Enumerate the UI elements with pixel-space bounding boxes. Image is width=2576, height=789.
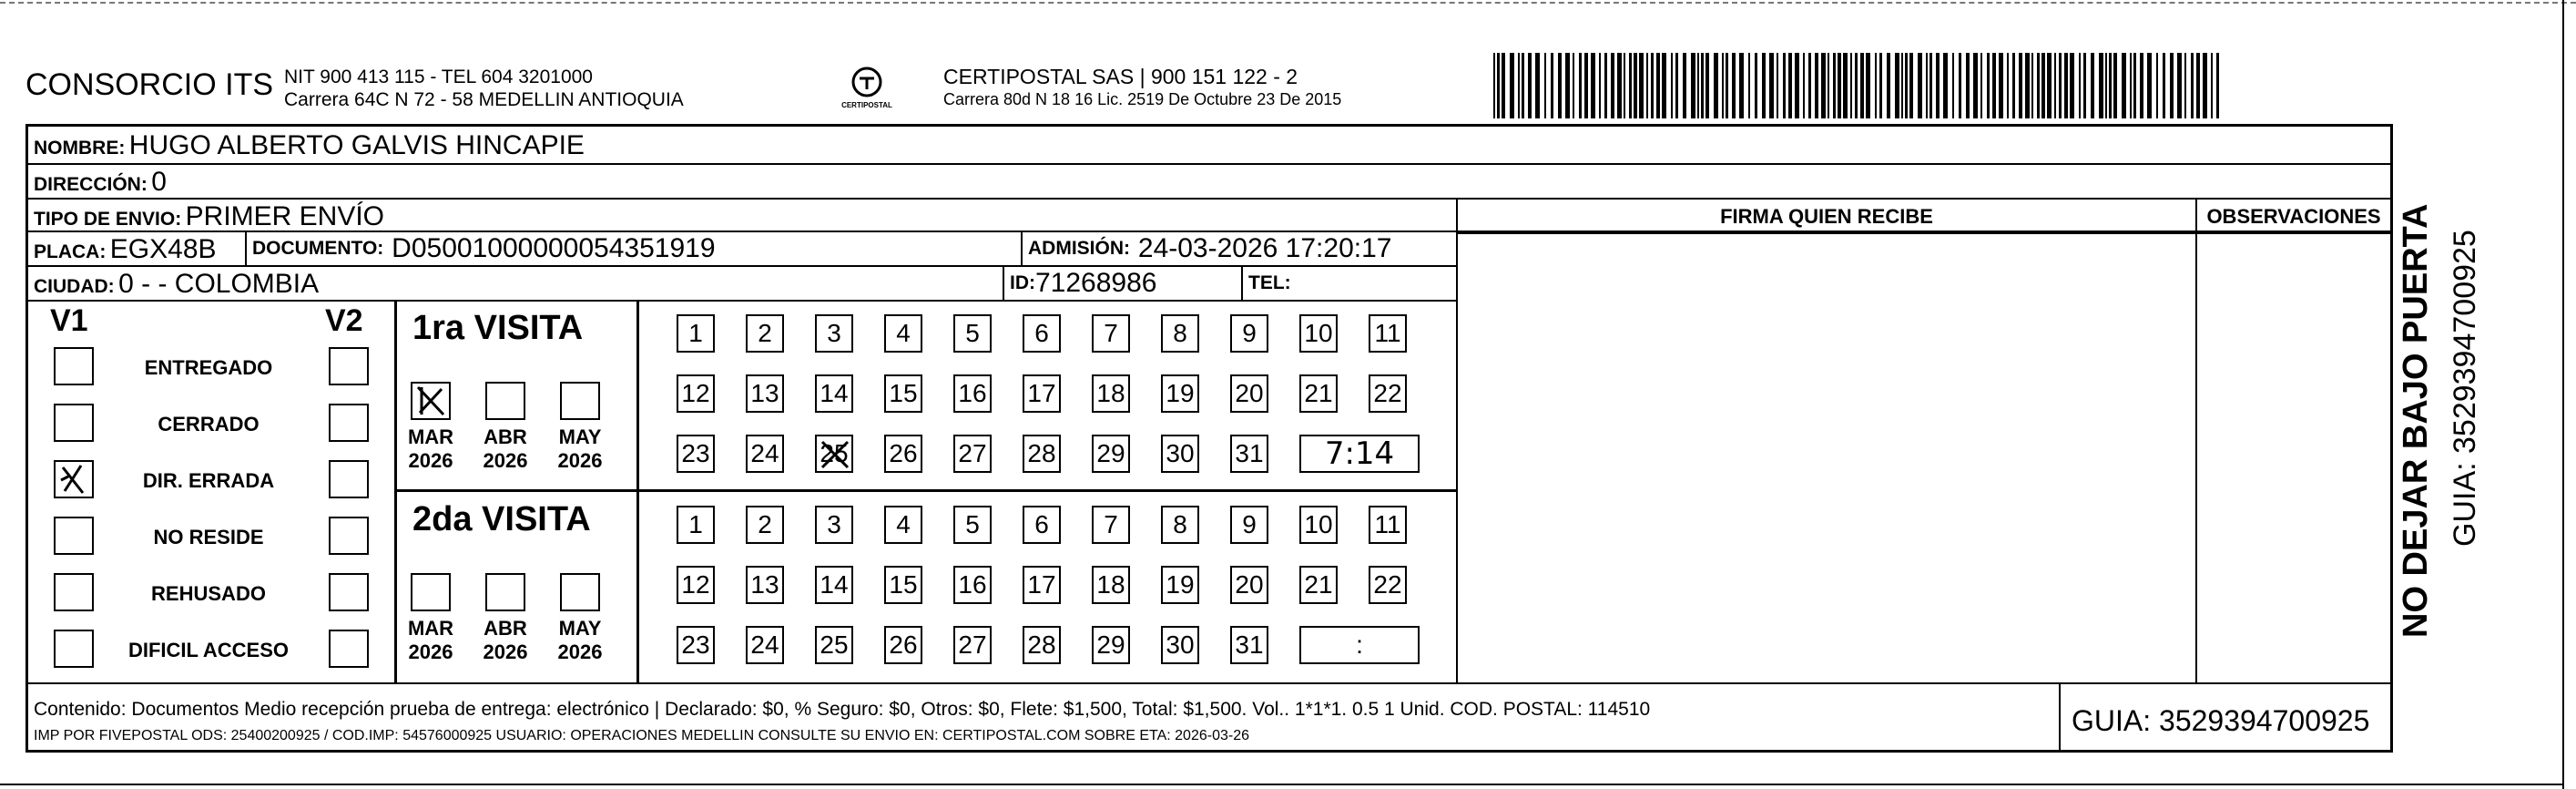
day-box[interactable]: 3	[815, 506, 853, 544]
divider-obs	[2195, 200, 2197, 682]
cut-line-right	[2562, 0, 2564, 789]
barcode-bar	[1691, 53, 1695, 118]
year-label: 2026	[483, 640, 528, 663]
barcode-bar	[1860, 53, 1864, 118]
barcode-bar	[2079, 53, 2081, 118]
barcode-bar	[2105, 53, 2107, 118]
barcode-bar	[1929, 53, 1932, 118]
day-box[interactable]: 27	[953, 626, 992, 664]
barcode-bar	[1966, 53, 1970, 118]
day-box[interactable]: 26	[884, 435, 922, 473]
month-label: MAY	[558, 617, 602, 640]
status-label: DIR. ERRADA	[142, 469, 275, 492]
month-label: MAR	[407, 617, 454, 640]
v1-checkbox[interactable]	[54, 404, 94, 442]
company-name: CONSORCIO ITS	[25, 67, 274, 102]
barcode-bar	[2041, 53, 2045, 118]
day-box[interactable]: 28	[1023, 435, 1061, 473]
day-box[interactable]: 15	[884, 566, 922, 604]
status-label: DIFICIL ACCESO	[127, 639, 289, 661]
day-box[interactable]: 18	[1092, 374, 1130, 413]
day-box[interactable]: 1	[677, 506, 715, 544]
day-box[interactable]: 29	[1092, 435, 1130, 473]
barcode-bar	[1943, 53, 1948, 118]
barcode-bar	[2122, 53, 2126, 118]
barcode-bar	[1722, 53, 1724, 118]
second-visit-time[interactable]: :	[1299, 626, 1420, 664]
day-box[interactable]: 13	[746, 374, 784, 413]
day-box[interactable]: 27	[953, 435, 992, 473]
day-box[interactable]: 1	[677, 314, 715, 353]
barcode-bar	[1629, 53, 1632, 118]
row-direccion	[28, 165, 2390, 200]
barcode-bar	[2007, 53, 2009, 118]
day-box[interactable]: 6	[1023, 314, 1061, 353]
documento-value: D05001000000054351919	[392, 233, 716, 263]
barcode-bar	[1973, 53, 1978, 118]
day-box[interactable]: 2	[746, 506, 784, 544]
barcode-bar	[1999, 53, 2003, 118]
barcode-bar	[1875, 53, 1877, 118]
barcode-bar	[1838, 53, 1841, 118]
month-year	[403, 617, 458, 664]
day-box[interactable]: 29	[1092, 626, 1130, 664]
barcode-bar	[1843, 53, 1848, 118]
barcode-bar	[1579, 53, 1582, 118]
barcode-bar	[2156, 53, 2158, 118]
day-box[interactable]: 10	[1299, 314, 1338, 353]
v1-checkbox[interactable]	[54, 517, 94, 555]
day-box[interactable]: 26	[884, 626, 922, 664]
day-box[interactable]: 20	[1230, 566, 1268, 604]
barcode-bar	[1992, 53, 1996, 118]
day-box[interactable]: 16	[953, 566, 992, 604]
month-year	[478, 425, 533, 473]
barcode-bar	[1828, 53, 1829, 118]
day-box[interactable]: 23	[677, 435, 715, 473]
v2-label: V2	[325, 303, 363, 338]
placa-label: PLACA:	[34, 241, 107, 262]
day-box[interactable]: 6	[1023, 506, 1061, 544]
barcode-bar	[1821, 53, 1826, 118]
year-label: 2026	[408, 640, 453, 663]
barcode	[1493, 53, 2222, 118]
barcode-bar	[1551, 53, 1553, 118]
barcode-bar	[1808, 53, 1811, 118]
status-label: REHUSADO	[151, 582, 266, 605]
barcode-bar	[1646, 53, 1648, 118]
day-box[interactable]: 9	[1230, 506, 1268, 544]
barcode-bar	[1850, 53, 1852, 118]
day-box[interactable]: 10	[1299, 506, 1338, 544]
barcode-bar	[1909, 53, 1913, 118]
status-label: ENTREGADO	[144, 356, 273, 379]
day-box[interactable]: 12	[677, 374, 715, 413]
v2-checkbox[interactable]	[329, 517, 369, 555]
barcode-bar	[1544, 53, 1546, 118]
barcode-bar	[2163, 53, 2165, 118]
barcode-bar	[2059, 53, 2062, 118]
barcode-bar	[2130, 53, 2132, 118]
barcode-bar	[1662, 53, 1666, 118]
barcode-bar	[1803, 53, 1805, 118]
barcode-bar	[1926, 53, 1928, 118]
barcode-bar	[1905, 53, 1908, 118]
row-placa	[28, 232, 1458, 267]
barcode-bar	[2099, 53, 2103, 118]
barcode-bar	[2091, 53, 2094, 118]
v1-checkbox[interactable]	[54, 460, 94, 498]
barcode-bar	[2025, 53, 2030, 118]
ciudad-label: CIUDAD:	[34, 276, 115, 297]
barcode-bar	[2012, 53, 2015, 118]
admision-value: 24-03-2026 17:20:17	[1137, 233, 1392, 263]
day-box[interactable]: 21	[1299, 566, 1338, 604]
firma-label: FIRMA QUIEN RECIBE	[1720, 205, 1933, 228]
tel-label: TEL:	[1248, 272, 1291, 293]
observaciones-label: OBSERVACIONES	[2206, 205, 2381, 228]
barcode-bar	[1705, 53, 1709, 118]
nombre-value: HUGO ALBERTO GALVIS HINCAPIE	[128, 130, 585, 160]
barcode-bar	[2064, 53, 2068, 118]
placa-value: EGX48B	[109, 234, 217, 264]
year-label: 2026	[557, 449, 603, 472]
day-box[interactable]: 8	[1161, 314, 1199, 353]
day-box[interactable]: 4	[884, 506, 922, 544]
barcode-bar	[1671, 53, 1673, 118]
barcode-bar	[1895, 53, 1899, 118]
month-checkbox[interactable]	[560, 573, 600, 611]
month-year	[553, 425, 607, 473]
month-year	[403, 425, 458, 473]
barcode-bar	[1535, 53, 1540, 118]
carrier-details	[943, 66, 1341, 111]
barcode-bar	[1675, 53, 1678, 118]
barcode-bar	[1584, 53, 1588, 118]
month-year	[478, 617, 533, 664]
first-visit-title: 1ra VISITA	[412, 309, 584, 347]
status-label: CERRADO	[158, 413, 260, 435]
month-year	[553, 617, 607, 664]
documento-label: DOCUMENTO:	[252, 238, 384, 259]
barcode-bar	[1795, 53, 1799, 118]
day-box[interactable]: 16	[953, 374, 992, 413]
month-checkbox[interactable]	[485, 382, 525, 420]
barcode-bar	[2216, 53, 2219, 118]
side-guia: GUIA: 3529394700925	[2448, 230, 2482, 547]
day-box[interactable]: 11	[1369, 506, 1407, 544]
barcode-bar	[1599, 53, 1601, 118]
barcode-bar	[1617, 53, 1622, 118]
day-box[interactable]: 7	[1092, 314, 1130, 353]
license-line: Carrera 80d N 18 16 Lic. 2519 De Octubre 23 De 2015	[943, 90, 1342, 108]
v2-checkbox[interactable]	[329, 573, 369, 611]
barcode-bar	[2211, 53, 2213, 118]
barcode-bar	[1518, 53, 1520, 118]
status-section	[28, 302, 1458, 682]
nit-line: NIT 900 413 115 - TEL 604 3201000	[284, 67, 593, 87]
day-box[interactable]: 23	[677, 626, 715, 664]
certipostal-logo	[841, 62, 892, 117]
day-box[interactable]: 31	[1230, 626, 1268, 664]
day-box[interactable]: 22	[1369, 566, 1407, 604]
delivery-form	[25, 124, 2393, 753]
barcode-bar	[2113, 53, 2117, 118]
barcode-bar	[2196, 53, 2200, 118]
barcode-bar	[1611, 53, 1614, 118]
day-box[interactable]: 12	[677, 566, 715, 604]
day-box[interactable]: 15	[884, 374, 922, 413]
cut-line-bottom	[0, 784, 2562, 785]
barcode-bar	[1558, 53, 1562, 118]
day-box[interactable]: 24	[746, 435, 784, 473]
barcode-bar	[1697, 53, 1699, 118]
logo-text: CERTIPOSTAL	[841, 101, 892, 109]
barcode-bar	[1762, 53, 1766, 118]
direccion-value: 0	[151, 167, 167, 197]
barcode-bar	[1952, 53, 1954, 118]
month-label: ABR	[484, 617, 527, 640]
first-visit-time[interactable]: 7:14	[1299, 435, 1420, 473]
footer-guia: GUIA: 3529394700925	[2072, 704, 2370, 737]
barcode-bar	[2170, 53, 2174, 118]
barcode-bar	[1855, 53, 1858, 118]
day-box[interactable]: 19	[1161, 566, 1199, 604]
barcode-bar	[2070, 53, 2074, 118]
barcode-bar	[1510, 53, 1514, 118]
month-checkbox[interactable]	[485, 573, 525, 611]
contenido-text: Contenido: Documentos Medio recepción prueba de entrega: electrónico | Declarado: $0, % Seguro: $0, Otros: $0, Flete: $1,500, Total: $1,500. Vol.. 1*1*1. 0.5 1 Unid. COD. POSTAL: 114510	[34, 699, 1651, 720]
barcode-bar	[2031, 53, 2033, 118]
day-box[interactable]: 13	[746, 566, 784, 604]
ciudad-value: 0 - - COLOMBIA	[118, 269, 320, 299]
barcode-bar	[2184, 53, 2186, 118]
barcode-bar	[1959, 53, 1961, 118]
barcode-bar	[2177, 53, 2182, 118]
barcode-bar	[1634, 53, 1637, 118]
day-box[interactable]: 4	[884, 314, 922, 353]
barcode-bar	[2133, 53, 2136, 118]
tipo-value: PRIMER ENVÍO	[185, 201, 385, 231]
day-box[interactable]: 30	[1161, 435, 1199, 473]
no-dejar-bajo-puerta: NO DEJAR BAJO PUERTA	[2397, 203, 2435, 638]
day-box[interactable]: 9	[1230, 314, 1268, 353]
status-label: NO RESIDE	[153, 526, 264, 548]
barcode-bar	[1987, 53, 1990, 118]
barcode-bar	[1777, 53, 1778, 118]
v1-checkbox[interactable]	[54, 630, 94, 668]
day-box[interactable]: 11	[1369, 314, 1407, 353]
month-checkbox[interactable]	[411, 573, 451, 611]
barcode-bar	[1701, 53, 1704, 118]
carrier-line: CERTIPOSTAL SAS | 900 151 122 - 2	[943, 65, 1298, 88]
barcode-bar	[1497, 53, 1500, 118]
barcode-bar	[2140, 53, 2143, 118]
barcode-bar	[1639, 53, 1644, 118]
day-box[interactable]: 25	[815, 626, 853, 664]
row-ciudad	[28, 267, 1458, 302]
barcode-bar	[1726, 53, 1728, 118]
month-checkbox[interactable]	[411, 382, 451, 420]
barcode-bar	[1783, 53, 1786, 118]
day-box[interactable]: 17	[1023, 566, 1061, 604]
barcode-bar	[2019, 53, 2022, 118]
day-box[interactable]: 25	[815, 435, 853, 473]
barcode-bar	[1493, 53, 1495, 118]
nombre-label: NOMBRE:	[34, 138, 126, 159]
barcode-bar	[1714, 53, 1718, 118]
id-value: 71268986	[1035, 268, 1157, 298]
barcode-bar	[2191, 53, 2194, 118]
barcode-bar	[1901, 53, 1903, 118]
barcode-bar	[2083, 53, 2086, 118]
address-line: Carrera 64C N 72 - 58 MEDELLIN ANTIOQUIA	[284, 89, 684, 110]
day-box[interactable]: 8	[1161, 506, 1199, 544]
barcode-bar	[1732, 53, 1736, 118]
v1-label: V1	[50, 303, 88, 338]
barcode-bar	[1748, 53, 1750, 118]
day-box[interactable]: 19	[1161, 374, 1199, 413]
day-box[interactable]: 3	[815, 314, 853, 353]
second-visit-title: 2da VISITA	[412, 500, 591, 538]
barcode-bar	[1565, 53, 1570, 118]
barcode-bar	[1604, 53, 1607, 118]
barcode-bar	[1879, 53, 1882, 118]
barcode-bar	[1887, 53, 1890, 118]
year-label: 2026	[557, 640, 603, 663]
v2-checkbox[interactable]	[329, 347, 369, 385]
barcode-bar	[1739, 53, 1744, 118]
v2-checkbox[interactable]	[329, 404, 369, 442]
direccion-label: DIRECCIÓN:	[34, 174, 148, 195]
day-box[interactable]: 28	[1023, 626, 1061, 664]
barcode-bar	[1591, 53, 1595, 118]
barcode-bar	[1683, 53, 1686, 118]
barcode-bar	[1918, 53, 1922, 118]
barcode-bar	[1656, 53, 1660, 118]
month-label: MAY	[558, 425, 602, 448]
day-box[interactable]: 18	[1092, 566, 1130, 604]
month-label: ABR	[484, 425, 527, 448]
barcode-bar	[1936, 53, 1940, 118]
v2-checkbox[interactable]	[329, 460, 369, 498]
row-nombre	[28, 127, 2390, 165]
barcode-bar	[1755, 53, 1757, 118]
day-box[interactable]: 14	[815, 374, 853, 413]
admision-label: ADMISIÓN:	[1028, 238, 1130, 259]
day-box[interactable]: 2	[746, 314, 784, 353]
day-box[interactable]: 5	[953, 506, 992, 544]
day-box[interactable]: 14	[815, 566, 853, 604]
year-label: 2026	[408, 449, 453, 472]
id-label: ID:	[1010, 272, 1035, 293]
day-box[interactable]: 31	[1230, 435, 1268, 473]
imp-text: IMP POR FIVEPOSTAL ODS: 25400200925 / COD.IMP: 54576000925 USUARIO: OPERACIONES MEDELLIN CONSULTE SU ENVIO EN: CERTIPOSTAL.COM SOBRE ETA: 2026-03-26	[34, 728, 1249, 743]
barcode-bar	[2047, 53, 2052, 118]
month-label: MAR	[407, 425, 454, 448]
barcode-bar	[1769, 53, 1774, 118]
day-box[interactable]: 7	[1092, 506, 1130, 544]
day-box[interactable]: 17	[1023, 374, 1061, 413]
barcode-bar	[1866, 53, 1870, 118]
barcode-bar	[2054, 53, 2056, 118]
barcode-bar	[1833, 53, 1836, 118]
tipo-label: TIPO DE ENVIO:	[34, 209, 182, 230]
v1-checkbox[interactable]	[54, 573, 94, 611]
barcode-bar	[2109, 53, 2112, 118]
barcode-bar	[1788, 53, 1792, 118]
year-label: 2026	[483, 449, 528, 472]
day-box[interactable]: 20	[1230, 374, 1268, 413]
month-checkbox[interactable]	[560, 382, 600, 420]
barcode-bar	[2037, 53, 2040, 118]
barcode-bar	[1815, 53, 1818, 118]
barcode-bar	[1624, 53, 1625, 118]
barcode-bar	[1522, 53, 1524, 118]
barcode-bar	[2147, 53, 2152, 118]
day-box[interactable]: 21	[1299, 374, 1338, 413]
day-box[interactable]: 30	[1161, 626, 1199, 664]
barcode-bar	[1502, 53, 1505, 118]
company-details	[284, 66, 684, 111]
day-box[interactable]: 5	[953, 314, 992, 353]
day-box[interactable]: 22	[1369, 374, 1407, 413]
barcode-bar	[1651, 53, 1654, 118]
v2-checkbox[interactable]	[329, 630, 369, 668]
barcode-bar	[1573, 53, 1574, 118]
v1-checkbox[interactable]	[54, 347, 94, 385]
barcode-bar	[2203, 53, 2207, 118]
day-box[interactable]: 24	[746, 626, 784, 664]
cut-line-top	[0, 2, 2576, 4]
barcode-bar	[1528, 53, 1532, 118]
barcode-bar	[1980, 53, 1982, 118]
